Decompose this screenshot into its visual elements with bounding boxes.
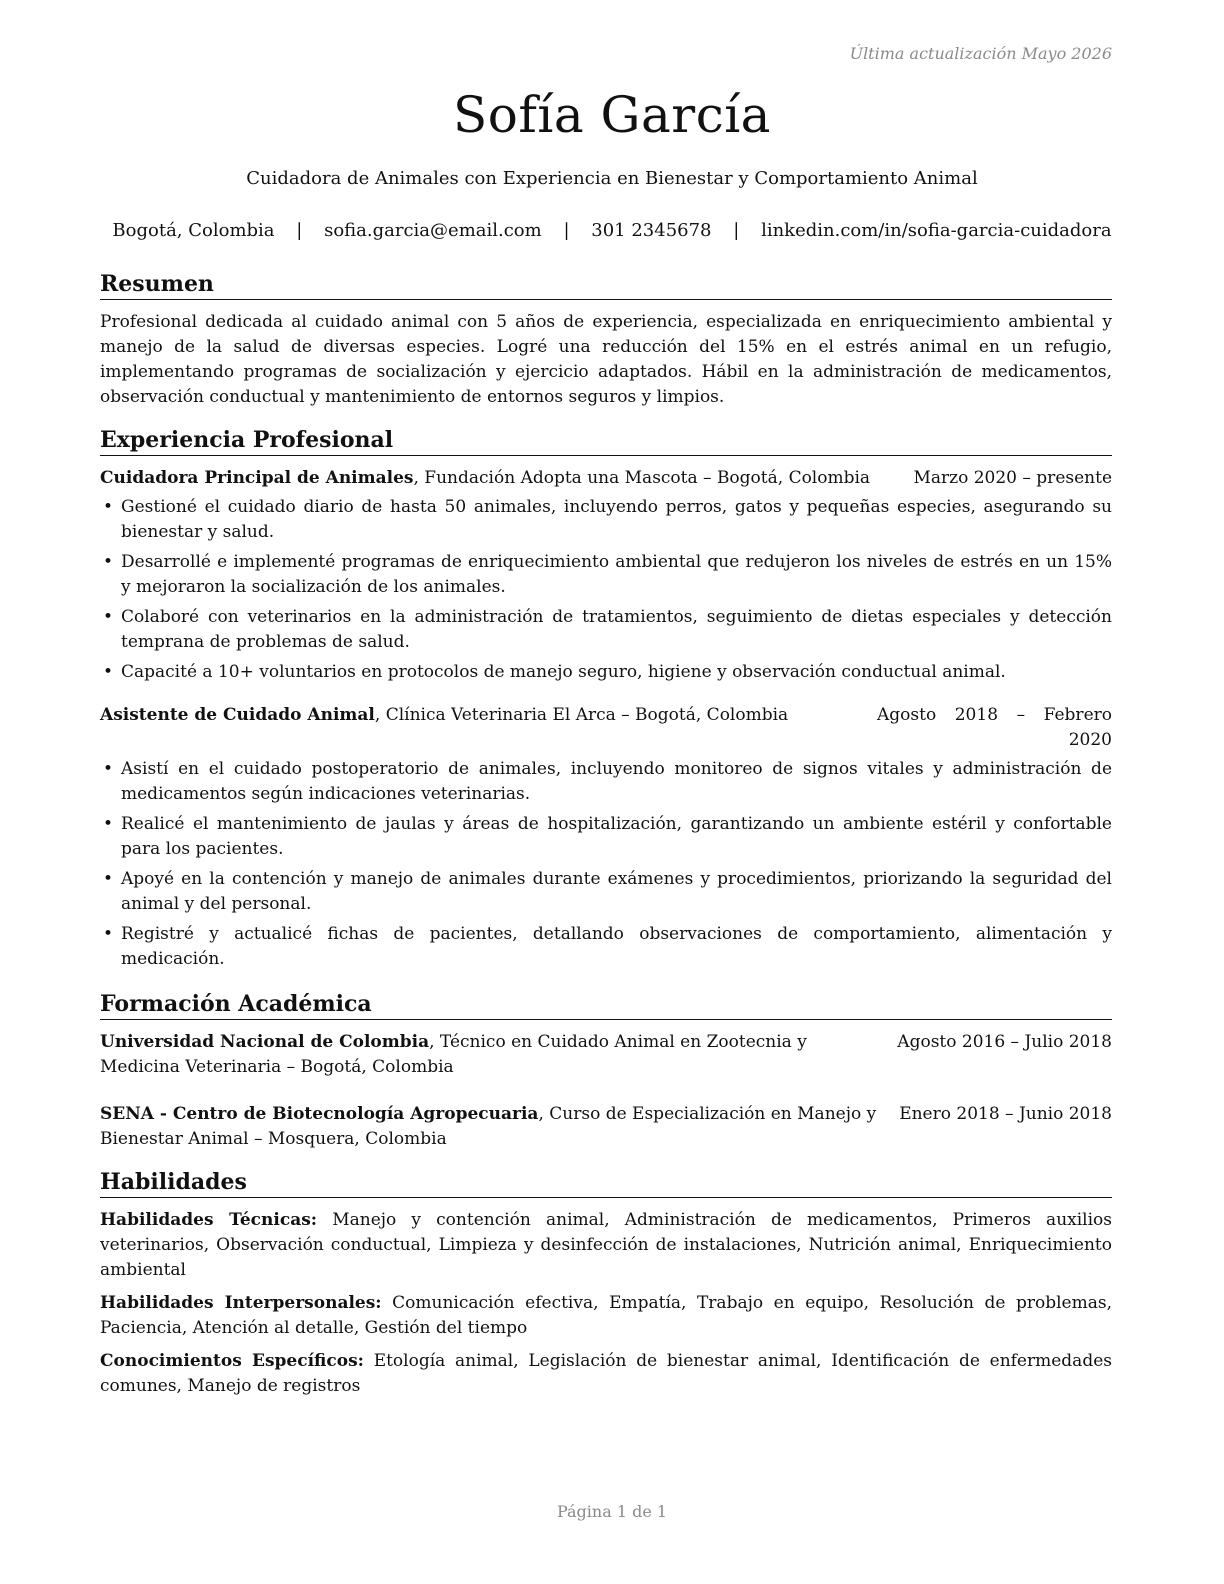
list-item: • Capacité a 10+ voluntarios en protocolos de manejo seguro, higiene y observación conductual animal. [100, 660, 1112, 685]
education-institution: SENA - Centro de Biotecnología Agropecuaria [100, 1104, 539, 1124]
summary-text: Profesional dedicada al cuidado animal con 5 años de experiencia, especializada en enriquecimiento ambiental y manejo de la salud de diversas especies. Logré una reducción del 15% en el estrés animal en un refugio, implementando programas de socialización y ejercicio adaptados. Hábil en la administración de medicamentos, observación conductual y mantenimiento de entornos seguros y limpios. [100, 312, 1112, 407]
bullet-icon: • [103, 607, 114, 627]
contact-separator: | [563, 220, 570, 241]
job-header [100, 466, 1112, 491]
bullet-icon: • [103, 814, 114, 834]
skill-group [100, 1208, 1112, 1283]
contact-line [0, 220, 1224, 241]
contact-separator: | [733, 220, 740, 241]
list-item: • Apoyé en la contención y manejo de animales durante exámenes y procedimientos, priorizando la seguridad del animal y del personal. [103, 869, 1112, 914]
list-item: • Asistí en el cuidado postoperatorio de animales, incluyendo monitoreo de signos vitales y administración de medicamentos según indicaciones veterinarias. [103, 759, 1112, 804]
contact-location: Bogotá, Colombia [112, 220, 275, 241]
job-organization: , Fundación Adopta una Mascota – Bogotá, Colombia [413, 468, 871, 488]
job-entry [100, 466, 1112, 685]
job-bullets [100, 495, 1112, 685]
skill-group [100, 1291, 1112, 1341]
candidate-name: Sofía García [452, 86, 771, 144]
skill-text: Comunicación efectiva, Empatía, Trabajo en equipo, Resolución de problemas, Paciencia, Atención al detalle, Gestión del tiempo [100, 1293, 1112, 1338]
summary-section [100, 270, 1112, 410]
candidate-headline: Cuidadora de Animales con Experiencia en Bienestar y Comportamiento Animal [246, 168, 978, 189]
contact-linkedin[interactable]: linkedin.com/in/sofia-garcia-cuidadora [761, 220, 1112, 241]
education-entry [100, 1102, 1112, 1152]
list-item: • Registré y actualicé fichas de pacientes, detallando observaciones de comportamiento, alimentación y medicación. [103, 924, 1112, 969]
contact-email[interactable]: sofia.garcia@email.com [324, 220, 542, 241]
skill-text: Etología animal, Legislación de bienestar animal, Identificación de enfermedades comunes, Manejo de registros [100, 1351, 1112, 1396]
list-item: • Gestioné el cuidado diario de hasta 50 animales, incluyendo perros, gatos y pequeñas especies, asegurando su bienestar y salud. [103, 497, 1112, 542]
list-item: • Realicé el mantenimiento de jaulas y áreas de hospitalización, garantizando un ambiente estéril y confortable para los pacientes. [103, 814, 1112, 859]
page-number: Página 1 de 1 [556, 1502, 668, 1521]
bullet-icon: • [103, 552, 114, 572]
skill-text: Manejo y contención animal, Administración de medicamentos, Primeros auxilios veterinarios, Observación conductual, Limpieza y desinfección de instalaciones, Nutrición animal, Enriquecimiento ambiental [100, 1210, 1112, 1280]
job-entry [100, 703, 1112, 972]
last-updated: Última actualización Mayo 2026 [849, 44, 1112, 63]
education-detail: , Técnico en Cuidado Animal en Zootecnia y Medicina Veterinaria – Bogotá, Colombia [100, 1032, 807, 1077]
education-institution: Universidad Nacional de Colombia [100, 1032, 430, 1052]
resume-content [100, 270, 1112, 1415]
bullet-icon: • [103, 497, 114, 517]
job-organization: , Clínica Veterinaria El Arca – Bogotá, Colombia [374, 705, 789, 725]
education-dates: Enero 2018 – Junio 2018 [899, 1104, 1112, 1124]
skill-group [100, 1349, 1112, 1399]
experience-section [100, 426, 1112, 972]
skills-section [100, 1168, 1112, 1399]
education-section [100, 990, 1112, 1152]
job-dates: Marzo 2020 – presente [913, 468, 1112, 488]
bullet-icon: • [103, 924, 114, 944]
job-header [100, 703, 1112, 753]
section-title-summary: Resumen [100, 270, 1112, 300]
contact-separator: | [296, 220, 303, 241]
job-bullets [100, 757, 1112, 972]
education-entry [100, 1030, 1112, 1080]
skill-label: Conocimientos Específicos: [100, 1351, 364, 1371]
bullet-icon: • [103, 869, 114, 889]
list-item: • Desarrollé e implementé programas de enriquecimiento ambiental que redujeron los niveles de estrés en un 15% y mejoraron la socialización de los animales. [103, 552, 1112, 597]
list-item: • Colaboré con veterinarios en la administración de tratamientos, seguimiento de dietas especiales y detección temprana de problemas de salud. [103, 607, 1112, 652]
education-dates: Agosto 2016 – Julio 2018 [897, 1032, 1112, 1052]
section-title-education: Formación Académica [100, 990, 1112, 1020]
job-role: Cuidadora Principal de Animales [100, 468, 414, 488]
section-title-skills: Habilidades [100, 1168, 1112, 1198]
education-detail: , Curso de Especialización en Manejo y Bienestar Animal – Mosquera, Colombia [100, 1104, 877, 1149]
contact-phone: 301 2345678 [591, 220, 712, 241]
skill-label: Habilidades Interpersonales: [100, 1293, 382, 1313]
section-title-experience: Experiencia Profesional [100, 426, 1112, 456]
bullet-icon: • [103, 759, 114, 779]
job-role: Asistente de Cuidado Animal [100, 705, 375, 725]
job-dates: Agosto 2018 – Febrero 2020 [877, 705, 1112, 750]
skill-label: Habilidades Técnicas: [100, 1210, 318, 1230]
bullet-icon: • [103, 662, 114, 682]
